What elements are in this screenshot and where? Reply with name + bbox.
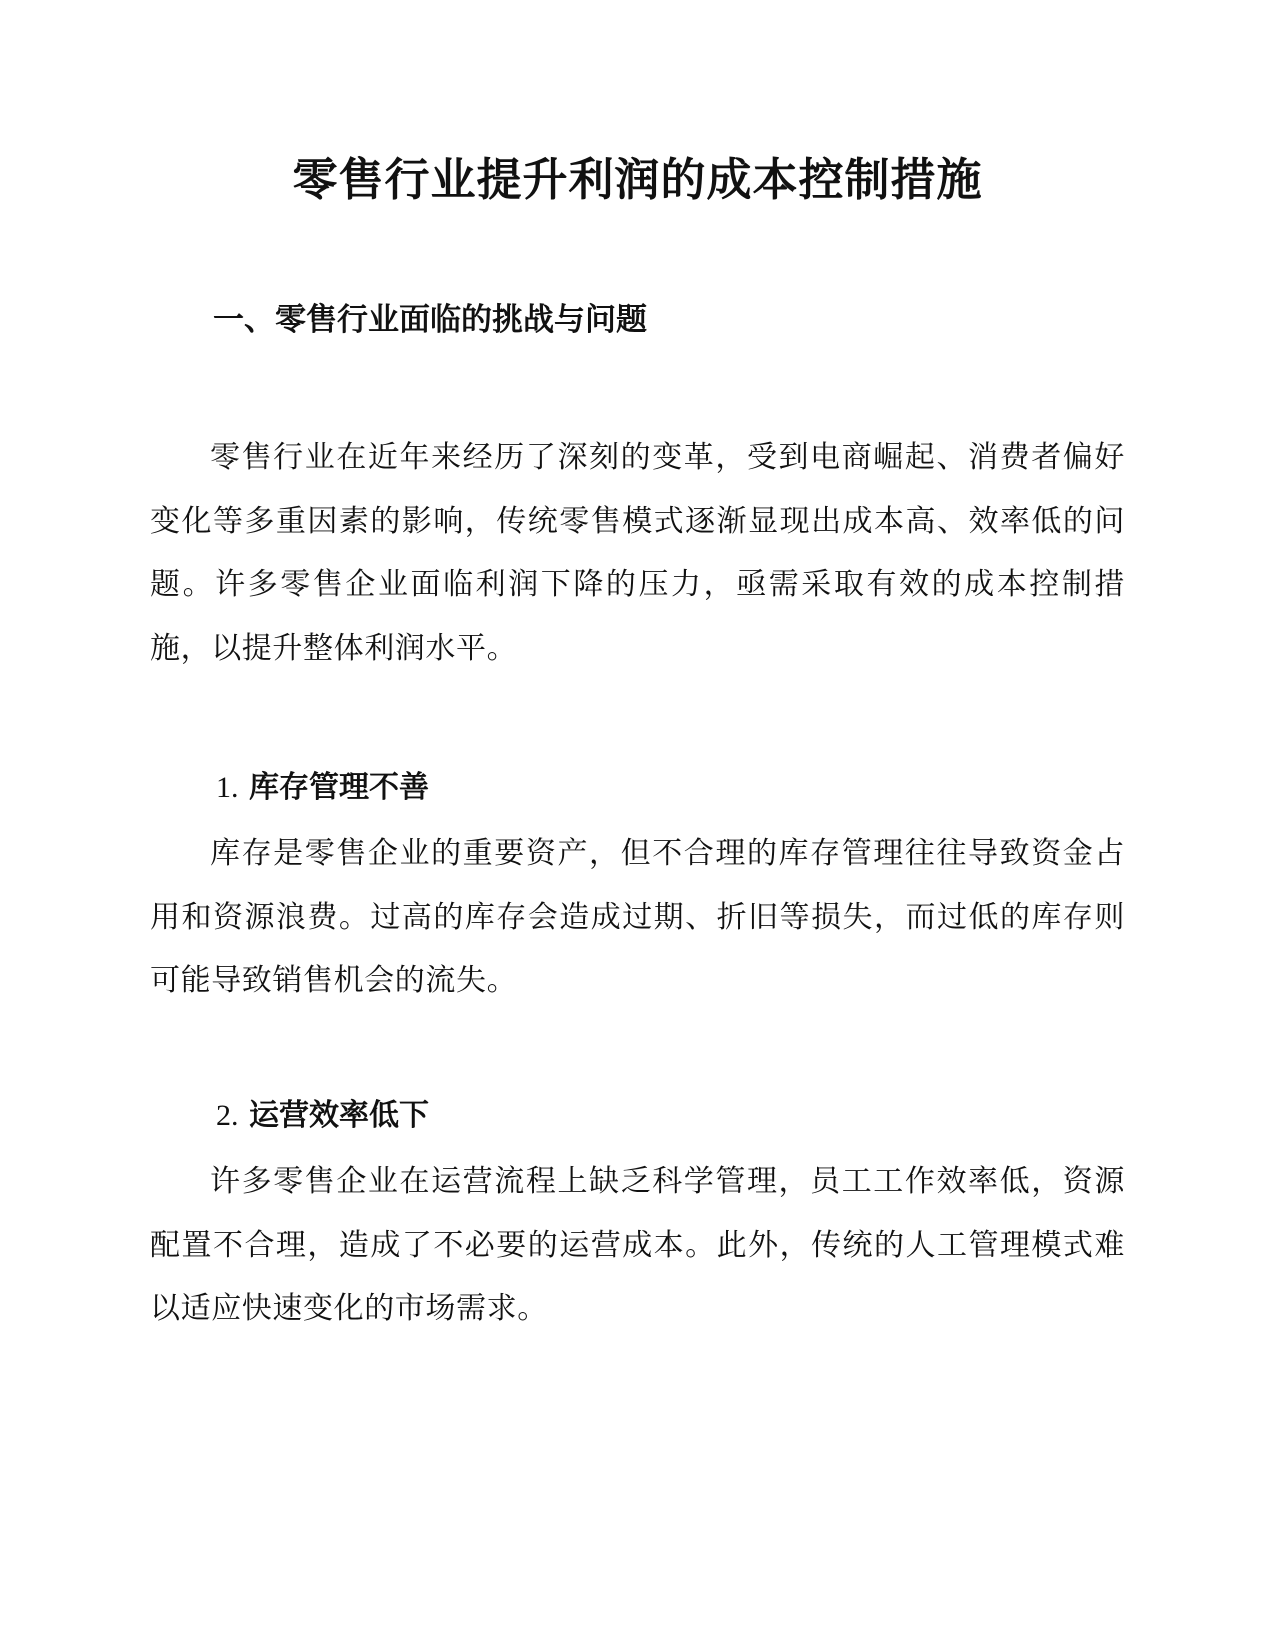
section-heading: 一、零售行业面临的挑战与问题 [213, 302, 647, 338]
subsection-paragraph-operations: 许多零售企业在运营流程上缺乏科学管理，员工工作效率低，资源配置不合理，造成了不必要的运营成本。此外，传统的人工管理模式难以适应快速变化的市场需求。 [150, 1164, 1125, 1326]
subsection-paragraph-inventory: 库存是零售企业的重要资产，但不合理的库存管理往往导致资金占用和资源浪费。过高的库存会造成过期、折旧等损失，而过低的库存则可能导致销售机会的流失。 [150, 836, 1125, 998]
subsection-title: 库存管理不善 [248, 770, 429, 805]
document-title: 零售行业提升利润的成本控制措施 [292, 153, 983, 206]
subsection-heading-operations [216, 1096, 429, 1136]
intro-paragraph: 零售行业在近年来经历了深刻的变革，受到电商崛起、消费者偏好变化等多重因素的影响，传统零售模式逐渐显现出成本高、效率低的问题。许多零售企业面临利润下降的压力，亟需采取有效的成本控制措施，以提升整体利润水平。 [150, 440, 1125, 666]
subsection-number: 2. [216, 1099, 239, 1132]
subsection-number: 1. [216, 771, 239, 804]
subsection-heading-inventory [216, 768, 429, 808]
subsection-title: 运营效率低下 [248, 1098, 429, 1133]
